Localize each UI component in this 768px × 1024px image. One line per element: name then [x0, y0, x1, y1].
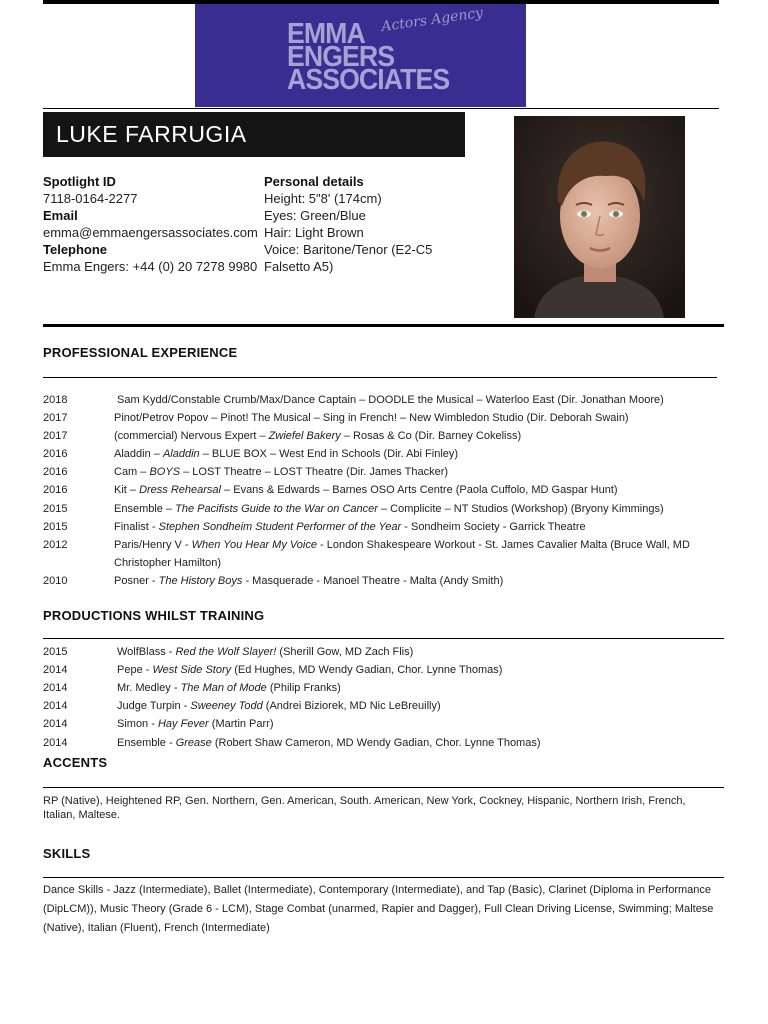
accents-text: RP (Native), Heightened RP, Gen. Northern, Gen. American, South. American, New York, Cockney, Hispanic, Northern Irish, French, Italian, Maltese. — [43, 795, 686, 821]
credit-text: – Rosas & Co (Dir. Barney Cokeliss) — [340, 430, 522, 442]
email-value[interactable]: emma@emmaengersassociates.com — [43, 225, 258, 240]
actor-name: LUKE FARRUGIA — [56, 121, 247, 147]
contact-block — [43, 173, 263, 275]
voice-value: Voice: Baritone/Tenor (E2-C5 Falsetto A5) — [264, 242, 433, 274]
credit-row — [43, 463, 724, 481]
credit-text: (Philip Franks) — [266, 682, 341, 694]
credit-title: Sweeney Todd — [190, 700, 263, 712]
credit-text: – Complicite – NT Studios (Workshop) (Bryony Kimmings) — [377, 503, 664, 515]
credit-description — [114, 536, 714, 572]
credit-text: Aladdin – — [114, 448, 163, 460]
credit-year: 2014 — [43, 737, 68, 749]
credit-title: Dress Rehearsal — [139, 484, 221, 496]
credit-description — [117, 661, 502, 679]
credit-description — [117, 697, 441, 715]
spotlight-id: 7118-0164-2277 — [43, 191, 138, 206]
credit-description — [117, 679, 341, 697]
credit-row — [43, 518, 724, 536]
name-banner — [43, 112, 465, 157]
telephone-label: Telephone — [43, 242, 108, 257]
credit-year: 2018 — [43, 394, 68, 406]
email-label: Email — [43, 208, 78, 223]
credit-description — [114, 481, 618, 499]
credit-description — [117, 734, 541, 752]
credit-title: West Side Story — [152, 664, 232, 676]
professional-rule — [43, 377, 717, 378]
accents-heading: ACCENTS — [43, 755, 108, 770]
credit-title: BOYS — [149, 466, 181, 478]
credit-description — [117, 391, 664, 409]
credit-description — [114, 572, 503, 590]
credit-text: Judge Turpin - — [117, 700, 191, 712]
logo-line-1: EMMA — [287, 18, 365, 50]
credit-year: 2015 — [43, 503, 68, 515]
credit-year: 2017 — [43, 430, 68, 442]
credit-title: Stephen Sondheim Student Performer of the Year — [158, 521, 402, 533]
logo-line-2: ENGERS — [287, 41, 395, 73]
credit-text: Posner - — [114, 575, 159, 587]
hair-value: Hair: Light Brown — [264, 225, 364, 240]
credit-title: Grease — [175, 737, 212, 749]
header-rule — [43, 108, 719, 109]
credit-description — [117, 715, 274, 733]
credit-year: 2012 — [43, 539, 68, 551]
credit-row — [43, 481, 724, 499]
credit-text: Pepe - — [117, 664, 153, 676]
credit-title: The Pacifists Guide to the War on Cancer — [175, 503, 378, 515]
personal-heading: Personal details — [264, 174, 364, 189]
credit-year: 2016 — [43, 484, 68, 496]
credit-text: Cam – — [114, 466, 150, 478]
credit-row — [43, 715, 724, 733]
credit-description — [114, 518, 586, 536]
spotlight-label: Spotlight ID — [43, 174, 116, 189]
height-value: Height: 5"8' (174cm) — [264, 191, 382, 206]
accents-rule — [43, 787, 724, 788]
personal-details — [264, 173, 444, 275]
credit-title: When You Hear My Voice — [191, 539, 317, 551]
credit-text: – Evans & Edwards – Barnes OSO Arts Centre (Paola Cuffolo, MD Gaspar Hunt) — [221, 484, 618, 496]
professional-heading: PROFESSIONAL EXPERIENCE — [43, 345, 238, 360]
credit-text: WolfBlass - — [117, 646, 176, 658]
credit-text: – BLUE BOX – West End in Schools (Dir. Abi Finley) — [199, 448, 459, 460]
credit-row — [43, 697, 724, 715]
credit-text: Mr. Medley - — [117, 682, 181, 694]
credit-year: 2016 — [43, 448, 68, 460]
credit-year: 2017 — [43, 412, 68, 424]
credit-text: – LOST Theatre – LOST Theatre (Dir. James Thacker) — [180, 466, 449, 478]
credit-text: (Ed Hughes, MD Wendy Gadian, Chor. Lynne Thomas) — [231, 664, 503, 676]
credit-description — [114, 409, 629, 427]
credit-row — [43, 661, 724, 679]
credit-description — [114, 445, 458, 463]
credit-year: 2015 — [43, 521, 68, 533]
credit-text: (Robert Shaw Cameron, MD Wendy Gadian, Chor. Lynne Thomas) — [211, 737, 541, 749]
eyes-value: Eyes: Green/Blue — [264, 208, 366, 223]
credit-title: Red the Wolf Slayer! — [175, 646, 277, 658]
credit-description — [114, 427, 521, 445]
credit-year: 2014 — [43, 664, 68, 676]
credit-year: 2014 — [43, 718, 68, 730]
credit-row — [43, 409, 724, 427]
credit-text: (Sherill Gow, MD Zach Flis) — [276, 646, 414, 658]
headshot-photo — [514, 116, 685, 318]
credit-text: - Sondheim Society - Garrick Theatre — [401, 521, 586, 533]
credit-description — [117, 643, 413, 661]
credit-year: 2016 — [43, 466, 68, 478]
credit-row — [43, 445, 724, 463]
thick-divider — [43, 324, 724, 327]
credit-row — [43, 391, 724, 409]
logo-script: Actors Agency — [380, 4, 485, 36]
credit-text: (Andrei Biziorek, MD Nic LeBreuilly) — [262, 700, 441, 712]
headshot-illustration — [514, 116, 685, 318]
credit-title: The History Boys — [158, 575, 243, 587]
credit-year: 2014 — [43, 700, 68, 712]
agency-logo — [195, 4, 526, 107]
credit-title: Hay Fever — [157, 718, 209, 730]
credit-title: The Man of Mode — [180, 682, 267, 694]
training-heading: PRODUCTIONS WHILST TRAINING — [43, 608, 265, 623]
logo-line-3: ASSOCIATES — [287, 64, 450, 96]
skills-rule — [43, 877, 724, 878]
credit-text: Ensemble – — [114, 503, 176, 515]
credit-text: Simon - — [117, 718, 158, 730]
credit-text: Paris/Henry V - — [114, 539, 192, 551]
training-rule — [43, 638, 724, 639]
credit-year: 2010 — [43, 575, 68, 587]
credit-row — [43, 643, 724, 661]
credit-row — [43, 427, 724, 445]
credit-row — [43, 536, 724, 572]
credit-text: Ensemble - — [117, 737, 176, 749]
skills-text: Dance Skills - Jazz (Intermediate), Ballet (Intermediate), Contemporary (Intermediate), and Tap (Basic), Clarinet (Diploma in Performance (DipLCM)), Music Theory (Grade 6 - LCM), Stage Combat (unarmed, Rapier and Dagger), Full Clean Driving License, Swimming; Maltese (Native), Italian (Fluent), French (Intermediate) — [43, 884, 714, 934]
credit-description — [114, 463, 448, 481]
credit-year: 2015 — [43, 646, 68, 658]
credit-text: Sam Kydd/Constable Crumb/Max/Dance Captain – DOODLE the Musical – Waterloo East (Dir. Jonathan Moore) — [117, 394, 664, 406]
credit-row — [43, 500, 724, 518]
credit-text: Finalist - — [114, 521, 159, 533]
credit-title: Aladdin — [162, 448, 200, 460]
credit-text: - Masquerade - Manoel Theatre - Malta (Andy Smith) — [242, 575, 504, 587]
credit-text: (Martin Parr) — [208, 718, 274, 730]
credit-text: Kit – — [114, 484, 140, 496]
credit-row — [43, 679, 724, 697]
credit-row — [43, 734, 724, 752]
telephone-value: Emma Engers: +44 (0) 20 7278 9980 — [43, 259, 258, 274]
credit-title: Zwiefel Bakery — [268, 430, 341, 442]
credit-year: 2014 — [43, 682, 68, 694]
credit-row — [43, 572, 724, 590]
credit-text: (commercial) Nervous Expert – — [114, 430, 269, 442]
skills-heading: SKILLS — [43, 846, 91, 861]
credit-text: Pinot/Petrov Popov – Pinot! The Musical – Sing in French! – New Wimbledon Studio (Dir. Deborah Swain) — [114, 412, 629, 424]
credit-description — [114, 500, 664, 518]
credit-text: - London Shakespeare Workout - St. James Cavalier Malta (Bruce Wall, MD Christopher Hamilton) — [114, 539, 690, 569]
